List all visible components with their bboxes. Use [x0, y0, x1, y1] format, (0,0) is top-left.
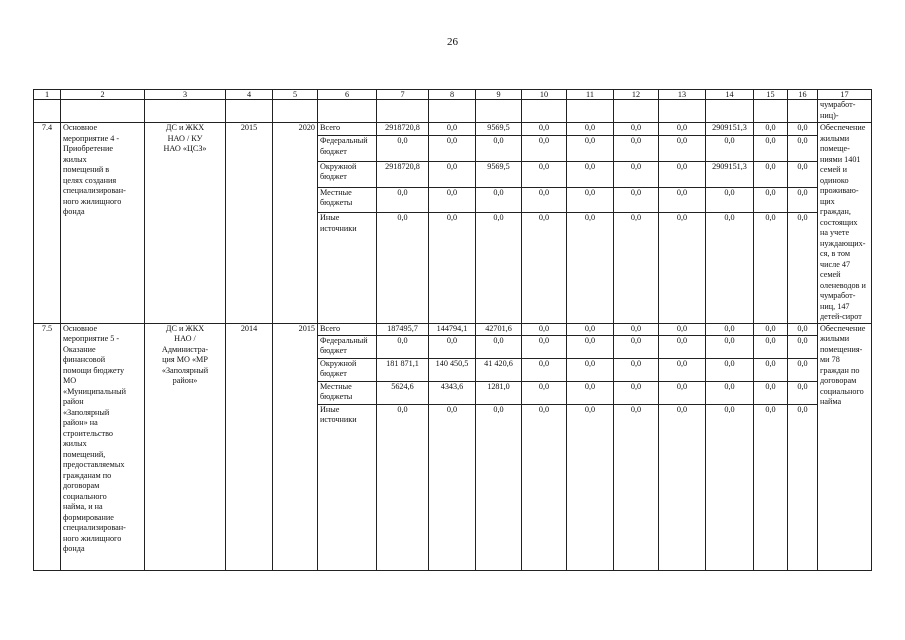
empty-cell: [34, 100, 61, 123]
funding-value: 5624,6: [377, 381, 429, 404]
empty-cell: [614, 100, 659, 123]
column-number-row: [34, 90, 872, 100]
empty-cell: [522, 100, 567, 123]
funding-value: 2918720,8: [377, 123, 429, 136]
funding-value: 0,0: [788, 136, 818, 162]
column-number: 6: [318, 90, 377, 100]
funding-value: 0,0: [788, 404, 818, 570]
table-body: [34, 90, 872, 571]
column-number: 13: [659, 90, 706, 100]
funding-value: 0,0: [754, 213, 788, 323]
empty-cell: [377, 100, 429, 123]
funding-source: Федеральный бюджет: [318, 335, 377, 358]
column-number: 3: [145, 90, 226, 100]
funding-value: 0,0: [476, 187, 522, 213]
funding-value: 0,0: [614, 358, 659, 381]
funding-source: Всего: [318, 323, 377, 335]
funding-value: 0,0: [429, 335, 476, 358]
funding-value: 0,0: [476, 404, 522, 570]
funding-source: Окружной бюджет: [318, 358, 377, 381]
funding-source: Федеральный бюджет: [318, 136, 377, 162]
funding-value: 0,0: [788, 213, 818, 323]
funding-value: 0,0: [754, 161, 788, 187]
carry-over-text: чумработ- ниц)-: [818, 100, 872, 123]
funding-source: Окружной бюджет: [318, 161, 377, 187]
empty-cell: [788, 100, 818, 123]
column-number: 8: [429, 90, 476, 100]
funding-source: Всего: [318, 123, 377, 136]
funding-value: 0,0: [429, 123, 476, 136]
funding-value: 0,0: [522, 358, 567, 381]
column-number: 9: [476, 90, 522, 100]
funding-value: 0,0: [706, 404, 754, 570]
funding-value: 0,0: [377, 335, 429, 358]
funding-value: 0,0: [788, 358, 818, 381]
funding-value: 0,0: [706, 323, 754, 335]
empty-cell: [429, 100, 476, 123]
funding-value: 0,0: [788, 123, 818, 136]
column-number: 5: [273, 90, 318, 100]
column-number: 16: [788, 90, 818, 100]
funding-value: 0,0: [567, 404, 614, 570]
column-number: 4: [226, 90, 273, 100]
funding-source: Иные источники: [318, 213, 377, 323]
funding-value: 0,0: [659, 123, 706, 136]
funding-value: 0,0: [522, 335, 567, 358]
activity-name: Основное мероприятие 5 - Оказание финансовой помощи бюджету МО «Муниципальный район «Заполярный район» на строительство жилых помещений, предоставляемых гражданам по договорам социального найма, и на формирование специализирован- ного жилищного фонда: [61, 323, 145, 570]
funding-value: 1281,0: [476, 381, 522, 404]
funding-value: 0,0: [706, 358, 754, 381]
funding-value: 0,0: [754, 358, 788, 381]
funding-value: 0,0: [659, 323, 706, 335]
funding-value: 0,0: [522, 213, 567, 323]
funding-source: Местные бюджеты: [318, 381, 377, 404]
funding-value: 0,0: [614, 323, 659, 335]
funding-value: 41 420,6: [476, 358, 522, 381]
funding-value: 9569,5: [476, 123, 522, 136]
funding-value: 0,0: [659, 187, 706, 213]
funding-value: 0,0: [659, 358, 706, 381]
funding-value: 0,0: [659, 213, 706, 323]
funding-value: 0,0: [706, 381, 754, 404]
funding-value: 0,0: [476, 136, 522, 162]
funding-value: 0,0: [429, 213, 476, 323]
empty-cell: [567, 100, 614, 123]
funding-value: 0,0: [614, 404, 659, 570]
year-end: 2020: [273, 123, 318, 324]
funding-value: 0,0: [614, 136, 659, 162]
funding-value: 0,0: [754, 335, 788, 358]
funding-value: 0,0: [659, 335, 706, 358]
funding-value: 2909151,3: [706, 123, 754, 136]
funding-value: 0,0: [659, 161, 706, 187]
funding-value: 9569,5: [476, 161, 522, 187]
funding-value: 0,0: [754, 123, 788, 136]
empty-cell: [318, 100, 377, 123]
funding-value: 140 450,5: [429, 358, 476, 381]
funding-value: 0,0: [614, 381, 659, 404]
column-number: 17: [818, 90, 872, 100]
carry-over-row: [34, 100, 872, 123]
activity-name: Основное мероприятие 4 - Приобретение жилых помещений в целях создания специализирован- ного жилищного фонда: [61, 123, 145, 324]
column-number: 14: [706, 90, 754, 100]
funding-value: 0,0: [754, 404, 788, 570]
funding-value: 0,0: [522, 404, 567, 570]
page-number: 26: [447, 36, 458, 48]
funding-value: 0,0: [754, 187, 788, 213]
empty-cell: [659, 100, 706, 123]
funding-value: 0,0: [567, 335, 614, 358]
funding-value: 0,0: [788, 161, 818, 187]
funding-value: 2918720,8: [377, 161, 429, 187]
funding-value: 0,0: [659, 381, 706, 404]
funding-value: 0,0: [377, 187, 429, 213]
column-number: 15: [754, 90, 788, 100]
year-start: 2014: [226, 323, 273, 570]
funding-value: 0,0: [754, 381, 788, 404]
funding-source: Иные источники: [318, 404, 377, 570]
funding-value: 2909151,3: [706, 161, 754, 187]
funding-value: 0,0: [788, 335, 818, 358]
row-number: 7.5: [34, 323, 61, 570]
funding-value: 0,0: [522, 187, 567, 213]
funding-value: 0,0: [706, 335, 754, 358]
funding-value: 0,0: [788, 187, 818, 213]
funding-value: 0,0: [429, 136, 476, 162]
funding-value: 187495,7: [377, 323, 429, 335]
funding-value: 0,0: [522, 123, 567, 136]
empty-cell: [145, 100, 226, 123]
funding-value: 0,0: [377, 136, 429, 162]
funding-value: 0,0: [614, 335, 659, 358]
column-number: 11: [567, 90, 614, 100]
table-row: [34, 323, 872, 335]
funding-value: 0,0: [377, 404, 429, 570]
funding-value: 0,0: [567, 123, 614, 136]
funding-value: 181 871,1: [377, 358, 429, 381]
empty-cell: [754, 100, 788, 123]
row-number: 7.4: [34, 123, 61, 324]
funding-value: 0,0: [429, 161, 476, 187]
funding-value: 0,0: [567, 136, 614, 162]
empty-cell: [226, 100, 273, 123]
funding-value: 42701,6: [476, 323, 522, 335]
funding-value: 0,0: [567, 213, 614, 323]
funding-value: 0,0: [429, 404, 476, 570]
funding-value: 0,0: [788, 323, 818, 335]
table-row: [34, 123, 872, 136]
column-number: 10: [522, 90, 567, 100]
funding-value: 0,0: [522, 136, 567, 162]
expected-result: Обеспечение жилыми помеще- ниями 1401 семей и одиноко проживаю- щих граждан, состоящих на учете нуждающих- ся, в том числе 47 семей оленеводов и чумработ- ниц, 147 детей-сирот: [818, 123, 872, 324]
funding-value: 0,0: [754, 136, 788, 162]
funding-value: 0,0: [567, 187, 614, 213]
funding-value: 0,0: [476, 335, 522, 358]
funding-value: 0,0: [659, 136, 706, 162]
column-number: 7: [377, 90, 429, 100]
funding-value: 0,0: [706, 136, 754, 162]
funding-value: 0,0: [522, 323, 567, 335]
funding-value: 144794,1: [429, 323, 476, 335]
column-number: 12: [614, 90, 659, 100]
funding-value: 0,0: [614, 161, 659, 187]
column-number: 1: [34, 90, 61, 100]
expected-result: Обеспечение жилыми помещения- ми 78 граждан по договорам социального найма: [818, 323, 872, 570]
year-start: 2015: [226, 123, 273, 324]
funding-value: 0,0: [754, 323, 788, 335]
funding-value: 0,0: [567, 323, 614, 335]
funding-value: 0,0: [706, 213, 754, 323]
funding-value: 0,0: [788, 381, 818, 404]
year-end: 2015: [273, 323, 318, 570]
funding-value: 4343,6: [429, 381, 476, 404]
executor: ДС и ЖКХ НАО / КУ НАО «ЦСЗ»: [145, 123, 226, 324]
funding-value: 0,0: [567, 358, 614, 381]
funding-value: 0,0: [614, 123, 659, 136]
funding-value: 0,0: [476, 213, 522, 323]
executor: ДС и ЖКХ НАО / Администра- ция МО «МР «Заполярный район»: [145, 323, 226, 570]
funding-value: 0,0: [429, 187, 476, 213]
empty-cell: [61, 100, 145, 123]
funding-value: 0,0: [659, 404, 706, 570]
funding-value: 0,0: [614, 213, 659, 323]
funding-value: 0,0: [614, 187, 659, 213]
funding-value: 0,0: [706, 187, 754, 213]
funding-source: Местные бюджеты: [318, 187, 377, 213]
funding-value: 0,0: [567, 381, 614, 404]
empty-cell: [706, 100, 754, 123]
empty-cell: [476, 100, 522, 123]
funding-value: 0,0: [522, 381, 567, 404]
program-activities-table: [33, 89, 872, 571]
funding-value: 0,0: [522, 161, 567, 187]
column-number: 2: [61, 90, 145, 100]
funding-value: 0,0: [377, 213, 429, 323]
empty-cell: [273, 100, 318, 123]
funding-value: 0,0: [567, 161, 614, 187]
